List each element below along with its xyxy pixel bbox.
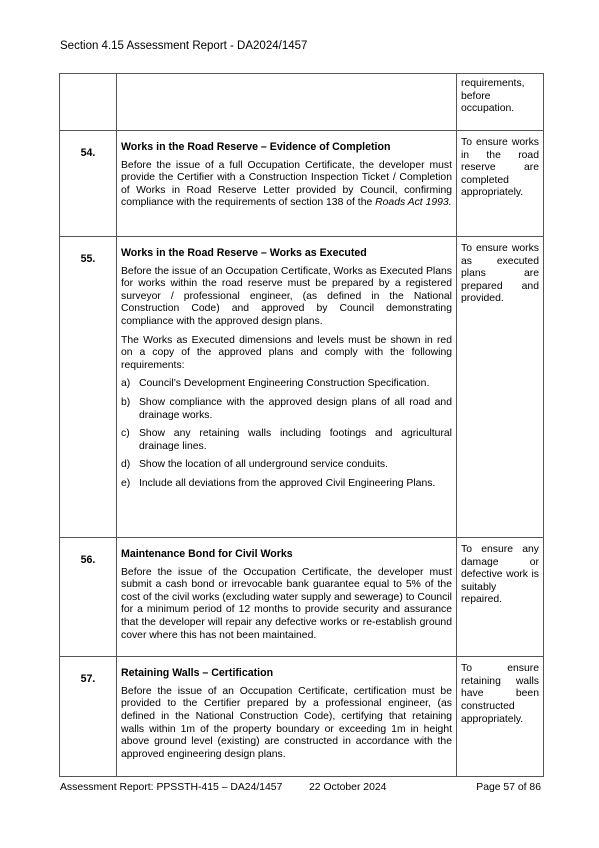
table-row xyxy=(60,74,544,131)
condition-reason: To ensure works in the road reserve are completed appropriately. xyxy=(457,131,544,237)
table-row xyxy=(60,657,544,777)
condition-number xyxy=(60,74,117,131)
condition-title: Works in the Road Reserve – Works as Executed xyxy=(121,247,367,259)
condition-paragraph: Before the issue of the Occupation Certificate, the developer must submit a cash bond or irrevocable bank guarantee equal to 5% of the cost of the civil works (excluding water supply and sewerage) to Council for a minimum period of 12 months to provide security and assurance that the developer will repair any defective works or re-establish ground cover where this has not been maintained. xyxy=(121,566,452,641)
condition-body xyxy=(117,538,457,657)
condition-reason: To ensure any damage or defective work is suitably repaired. xyxy=(457,538,544,657)
table-row xyxy=(60,538,544,657)
list-item: c) Show any retaining walls including footings and agricultural drainage lines. xyxy=(121,428,452,452)
condition-number: 56. xyxy=(60,538,117,657)
condition-body xyxy=(117,657,457,777)
condition-reason: To ensure retaining walls have been constructed appropriately. xyxy=(457,657,544,777)
condition-paragraph: Before the issue of an Occupation Certificate, certification must be provided to the Certifier prepared by a professional engineer, (as defined in the National Construction Code), certifying that retaining walls within 1m of the property boundary or exceeding 1m in height above ground level (existing) are constructed in accordance with the approved engineering design plans. xyxy=(121,685,452,760)
condition-body xyxy=(117,74,457,131)
list-item: d) Show the location of all underground service conduits. xyxy=(121,459,388,471)
condition-number: 55. xyxy=(60,237,117,538)
condition-paragraph: Before the issue of an Occupation Certificate, Works as Executed Plans for works within the road reserve must be prepared by a registered surveyor / professional engineer, (as defined in the National Construction Code) and approved by Council demonstrating compliance with the approved design plans. xyxy=(121,265,452,327)
condition-paragraph: Before the issue of a full Occupation Certificate, the developer must provide the Certifier with a Construction Inspection Ticket / Completion of Works in Road Reserve Letter provided by Council, confirming compliance with the requirements of section 138 of the Roads Act 1993. xyxy=(121,159,452,209)
list-item: b) Show compliance with the approved design plans of all road and drainage works. xyxy=(121,396,452,421)
condition-body xyxy=(117,237,457,538)
act-name: Roads Act 1993. xyxy=(375,197,452,209)
table-row xyxy=(60,237,544,538)
condition-number: 57. xyxy=(60,657,117,777)
condition-reason: To ensure works as executed plans are prepared and provided. xyxy=(457,237,544,538)
conditions-table xyxy=(59,73,544,777)
list-item: e) Include all deviations from the approved Civil Engineering Plans. xyxy=(121,477,436,489)
footer-date: 22 October 2024 xyxy=(309,782,387,793)
condition-title: Maintenance Bond for Civil Works xyxy=(121,548,293,560)
condition-paragraph: The Works as Executed dimensions and levels must be shown in red on a copy of the approved plans and comply with the following requirements: xyxy=(121,334,452,371)
condition-body xyxy=(117,131,457,237)
table-row xyxy=(60,131,544,237)
condition-title: Works in the Road Reserve – Evidence of Completion xyxy=(121,141,391,153)
condition-number: 54. xyxy=(60,131,117,237)
footer-report-ref: Assessment Report: PPSSTH-415 – DA24/1457 xyxy=(60,782,283,793)
condition-title: Retaining Walls – Certification xyxy=(121,667,274,680)
list-item: a) Council’s Development Engineering Construction Specification. xyxy=(121,378,430,390)
condition-reason: requirements, before occupation. xyxy=(457,74,544,131)
page-header: Section 4.15 Assessment Report - DA2024/1457 xyxy=(60,40,308,52)
requirements-list xyxy=(121,378,452,490)
footer-page-number: Page 57 of 86 xyxy=(476,782,541,793)
